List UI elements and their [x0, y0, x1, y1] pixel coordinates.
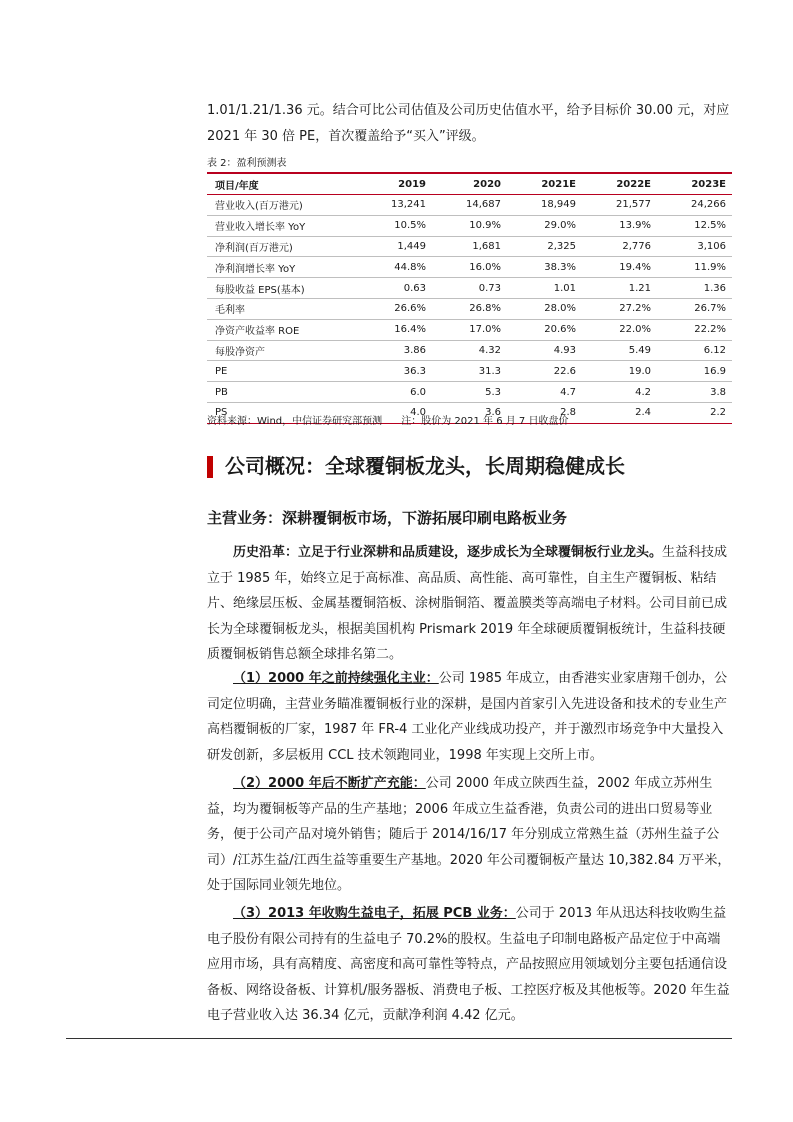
row-label-cell: PE: [207, 361, 357, 382]
paragraph-body: 公司于 2013 年从迅达科技收购生益电子股份有限公司持有的生益电子 70.2%的股权。生益电子印制电路板产品定位于中高端应用市场，具有高精度、高密度和高可靠性等特点，产品按照应用领域划分主要包括通信设备板、网络设备板、计算机/服务器板、消费电子板、工控医疗板及其他板等。2020 年生益电子营业收入达 36.34 亿元，贡献净利润 4.42 亿元。: [207, 906, 730, 1023]
row-label-cell: 每股净资产: [207, 340, 357, 361]
value-cell: 44.8%: [357, 257, 432, 278]
value-cell: 2.2: [657, 402, 732, 423]
table-row: [207, 361, 732, 382]
value-cell: 0.73: [432, 278, 507, 299]
value-cell: 3.8: [657, 382, 732, 403]
value-cell: 4.7: [507, 382, 582, 403]
value-cell: 2,776: [582, 236, 657, 257]
value-cell: 14,687: [432, 195, 507, 216]
row-label-cell: 毛利率: [207, 298, 357, 319]
value-cell: 2,325: [507, 236, 582, 257]
value-cell: 16.9: [657, 361, 732, 382]
footer-divider: [66, 1038, 732, 1039]
value-cell: 11.9%: [657, 257, 732, 278]
paragraph-2013: [207, 901, 732, 1029]
paragraph-lead: （2）2000 年后不断扩产充能：: [233, 776, 426, 791]
table-row: [207, 236, 732, 257]
table-row: [207, 195, 732, 216]
paragraph-body: 公司 1985 年成立，由香港实业家唐翔千创办，公司定位明确，主营业务瞄准覆铜板行业的深耕，是国内首家引入先进设备和技术的专业生产高档覆铜板的厂家，1987 年 FR-4 工业化产业线成功投产，并于激烈市场竞争中大量投入研发创新，多层板用 CCL 技术领跑同业，1998 年实现上交所上市。: [207, 671, 728, 763]
value-cell: 10.5%: [357, 215, 432, 236]
value-cell: 18,949: [507, 195, 582, 216]
value-cell: 4.2: [582, 382, 657, 403]
value-cell: 2.4: [582, 402, 657, 423]
value-cell: 1.36: [657, 278, 732, 299]
table-source-note: 资料来源：Wind，中信证券研究部预测 注：股价为 2021 年 6 月 7 日收盘价: [207, 416, 569, 427]
value-cell: 38.3%: [507, 257, 582, 278]
row-label-cell: 营业收入增长率 YoY: [207, 215, 357, 236]
value-cell: 13,241: [357, 195, 432, 216]
value-cell: 4.0: [357, 402, 432, 423]
value-cell: 26.7%: [657, 298, 732, 319]
table-row: [207, 382, 732, 403]
value-cell: 20.6%: [507, 319, 582, 340]
table-row: [207, 319, 732, 340]
row-label-cell: 净资产收益率 ROE: [207, 319, 357, 340]
value-cell: 27.2%: [582, 298, 657, 319]
header-cell: 2019: [398, 178, 426, 190]
paragraph-body: 公司 2000 年成立陕西生益，2002 年成立苏州生益，均为覆铜板等产品的生产基地；2006 年成立生益香港，负责公司的进出口贸易等业务，便于公司产品对境外销售；随后于 2014/16/17 年分别成立常熟生益（苏州生益子公司）/江苏生益/江西生益等重要生产基地。2020 年公司覆铜板产量达 10,382.84 万平米，处于国际同业领先地位。: [207, 776, 731, 893]
value-cell: 22.2%: [657, 319, 732, 340]
header-cell: 2021E: [541, 178, 576, 190]
value-cell: 1,681: [432, 236, 507, 257]
value-cell: 28.0%: [507, 298, 582, 319]
value-cell: 12.5%: [657, 215, 732, 236]
row-label-cell: 营业收入(百万港元): [207, 195, 357, 216]
value-cell: 5.3: [432, 382, 507, 403]
table-row: [207, 215, 732, 236]
row-label-cell: 每股收益 EPS(基本): [207, 278, 357, 299]
value-cell: 26.6%: [357, 298, 432, 319]
value-cell: 1.01: [507, 278, 582, 299]
header-cell: 2023E: [691, 178, 726, 190]
intro-paragraph: 1.01/1.21/1.36 元。结合可比公司估值及公司历史估值水平，给予目标价 30.00 元，对应 2021 年 30 倍 PE，首次覆盖给予“买入”评级。: [207, 103, 730, 144]
paragraph-lead: 历史沿革：立足于行业深耕和品质建设，逐步成长为全球覆铜板行业龙头。: [233, 545, 663, 560]
table-row: [207, 278, 732, 299]
value-cell: 13.9%: [582, 215, 657, 236]
value-cell: 1,449: [357, 236, 432, 257]
value-cell: 3,106: [657, 236, 732, 257]
header-cell: 2020: [473, 178, 501, 190]
value-cell: 29.0%: [507, 215, 582, 236]
header-cell: 2022E: [616, 178, 651, 190]
value-cell: 4.32: [432, 340, 507, 361]
value-cell: 19.0: [582, 361, 657, 382]
value-cell: 4.93: [507, 340, 582, 361]
section-marker: [207, 456, 213, 478]
value-cell: 16.0%: [432, 257, 507, 278]
value-cell: 36.3: [357, 361, 432, 382]
row-label-cell: 净利润增长率 YoY: [207, 257, 357, 278]
paragraph-lead: （3）2013 年收购生益电子，拓展 PCB 业务：: [233, 906, 516, 921]
value-cell: 22.6: [507, 361, 582, 382]
value-cell: 19.4%: [582, 257, 657, 278]
table-row: [207, 340, 732, 361]
value-cell: 6.0: [357, 382, 432, 403]
value-cell: 21,577: [582, 195, 657, 216]
value-cell: 3.6: [432, 402, 507, 423]
paragraph-body: 生益科技成立于 1985 年，始终立足于高标准、高品质、高性能、高可靠性，自主生产覆铜板、粘结片、绝缘层压板、金属基覆铜箔板、涂树脂铜箔、覆盖膜类等高端电子材料。公司目前已成长为全球覆铜板龙头，根据美国机构 Prismark 2019 年全球硬质覆铜板统计，生益科技硬质覆铜板销售总额全球排名第二。: [207, 545, 728, 662]
table-row: [207, 257, 732, 278]
forecast-table-container: [207, 172, 732, 424]
table-body: [207, 195, 732, 424]
subsection-title: 主营业务：深耕覆铜板市场，下游拓展印刷电路板业务: [207, 509, 568, 527]
value-cell: 26.8%: [432, 298, 507, 319]
value-cell: 16.4%: [357, 319, 432, 340]
value-cell: 5.49: [582, 340, 657, 361]
table-row: [207, 298, 732, 319]
row-label-cell: 净利润(百万港元): [207, 236, 357, 257]
value-cell: 0.63: [357, 278, 432, 299]
value-cell: 2.8: [507, 402, 582, 423]
row-label-cell: PB: [207, 382, 357, 403]
header-cell: 项目/年度: [215, 180, 259, 192]
paragraph-lead: （1）2000 年之前持续强化主业：: [233, 671, 439, 686]
value-cell: 17.0%: [432, 319, 507, 340]
value-cell: 31.3: [432, 361, 507, 382]
value-cell: 1.21: [582, 278, 657, 299]
row-label-cell: PS: [207, 402, 357, 423]
paragraph-after-2000: [207, 771, 732, 899]
table-caption: 表 2：盈利预测表: [207, 158, 287, 169]
section-title: 公司概况：全球覆铜板龙头，长周期稳健成长: [225, 454, 625, 478]
table-header-row: [207, 173, 732, 195]
value-cell: 3.86: [357, 340, 432, 361]
value-cell: 6.12: [657, 340, 732, 361]
paragraph-history: [207, 540, 732, 668]
value-cell: 10.9%: [432, 215, 507, 236]
forecast-table: [207, 172, 732, 424]
value-cell: 22.0%: [582, 319, 657, 340]
value-cell: 24,266: [657, 195, 732, 216]
paragraph-before-2000: [207, 666, 732, 768]
